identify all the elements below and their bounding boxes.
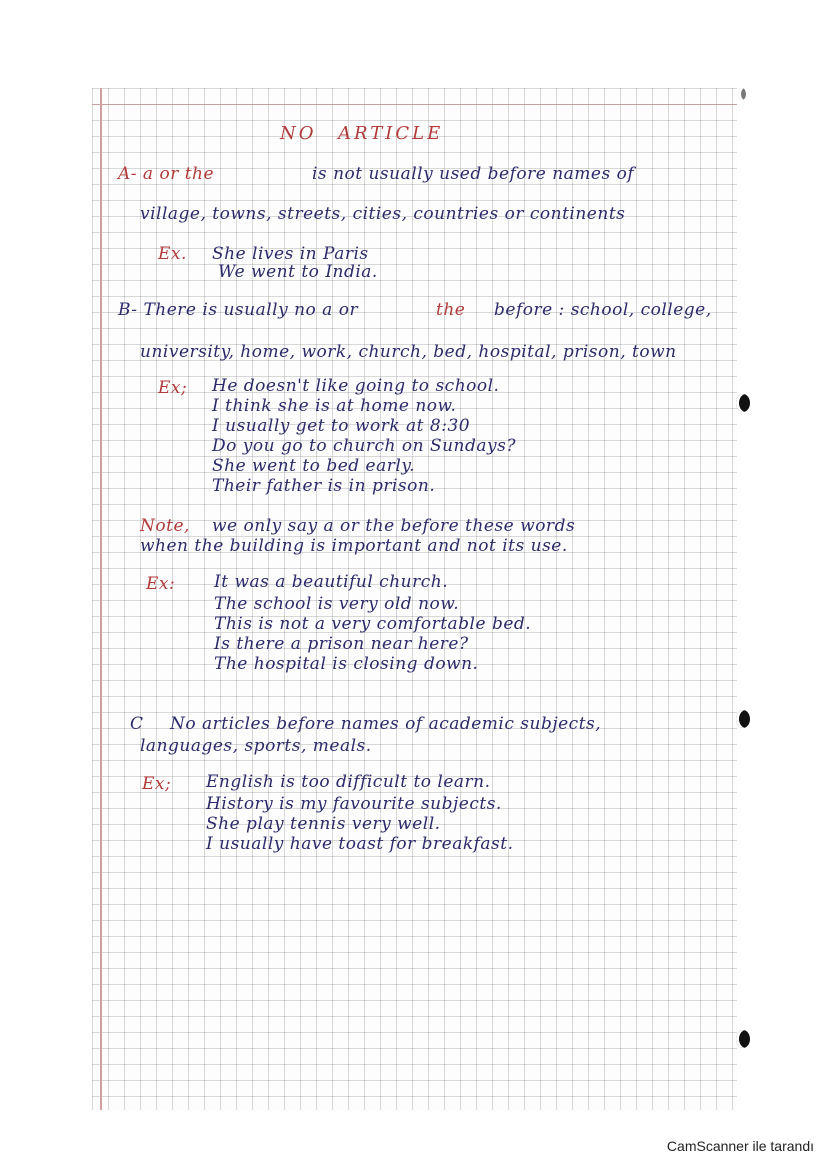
section-c-example-3: She play tennis very well. — [206, 814, 441, 834]
note-example-1: It was a beautiful church. — [214, 572, 449, 592]
section-b-line2: university, home, work, church, bed, hospital, prison, town — [140, 342, 677, 362]
section-a-line1: is not usually used before names of — [312, 164, 635, 184]
note-example-4: Is there a prison near here? — [214, 634, 469, 654]
section-a-lead: A- a or the — [118, 164, 215, 184]
margin-rule — [100, 88, 102, 1110]
section-b-example-2: I think she is at home now. — [212, 396, 457, 416]
title-article: ARTICLE — [338, 123, 444, 144]
note-line1: we only say a or the before these words — [212, 516, 576, 536]
note-line2: when the building is important and not its use. — [140, 536, 568, 556]
section-b-example-3: I usually get to work at 8:30 — [212, 416, 471, 436]
header-rule — [92, 104, 737, 105]
section-b-example-6: Their father is in prison. — [212, 476, 436, 496]
section-c-line1: No articles before names of academic subjects, — [170, 714, 602, 734]
punch-hole-icon — [736, 394, 750, 412]
section-b-lead: B- There is usually no a or — [118, 300, 359, 320]
section-a-line2: village, towns, streets, cities, countries or continents — [140, 204, 626, 224]
note-example-5: The hospital is closing down. — [214, 654, 479, 674]
section-b-the: the — [436, 300, 466, 320]
section-a-example-1: She lives in Paris — [212, 244, 369, 264]
note-label: Note, — [140, 516, 190, 536]
note-ex-label: Ex: — [146, 574, 176, 594]
punch-hole-icon — [738, 88, 746, 100]
note-example-3: This is not a very comfortable bed. — [214, 614, 532, 634]
section-b-example-4: Do you go to church on Sundays? — [212, 436, 516, 456]
section-c-example-2: History is my favourite subjects. — [206, 794, 502, 814]
section-a-ex-label: Ex. — [158, 244, 187, 264]
note-example-2: The school is very old now. — [214, 594, 460, 614]
title-no: NO — [280, 123, 317, 144]
section-c-ex-label: Ex; — [142, 774, 172, 794]
section-c-lead: C — [130, 714, 144, 734]
section-b-ex-label: Ex; — [158, 378, 188, 398]
section-b-line1: before : school, college, — [494, 300, 712, 320]
section-c-line2: languages, sports, meals. — [140, 736, 372, 756]
section-c-example-1: English is too difficult to learn. — [206, 772, 491, 792]
punch-hole-icon — [736, 710, 750, 728]
scanner-watermark: CamScanner ile tarandı — [666, 1138, 814, 1154]
section-a-example-2: We went to India. — [218, 262, 378, 282]
section-b-example-5: She went to bed early. — [212, 456, 416, 476]
section-c-example-4: I usually have toast for breakfast. — [206, 834, 514, 854]
section-b-example-1: He doesn't like going to school. — [212, 376, 500, 396]
punch-hole-icon — [736, 1030, 750, 1048]
